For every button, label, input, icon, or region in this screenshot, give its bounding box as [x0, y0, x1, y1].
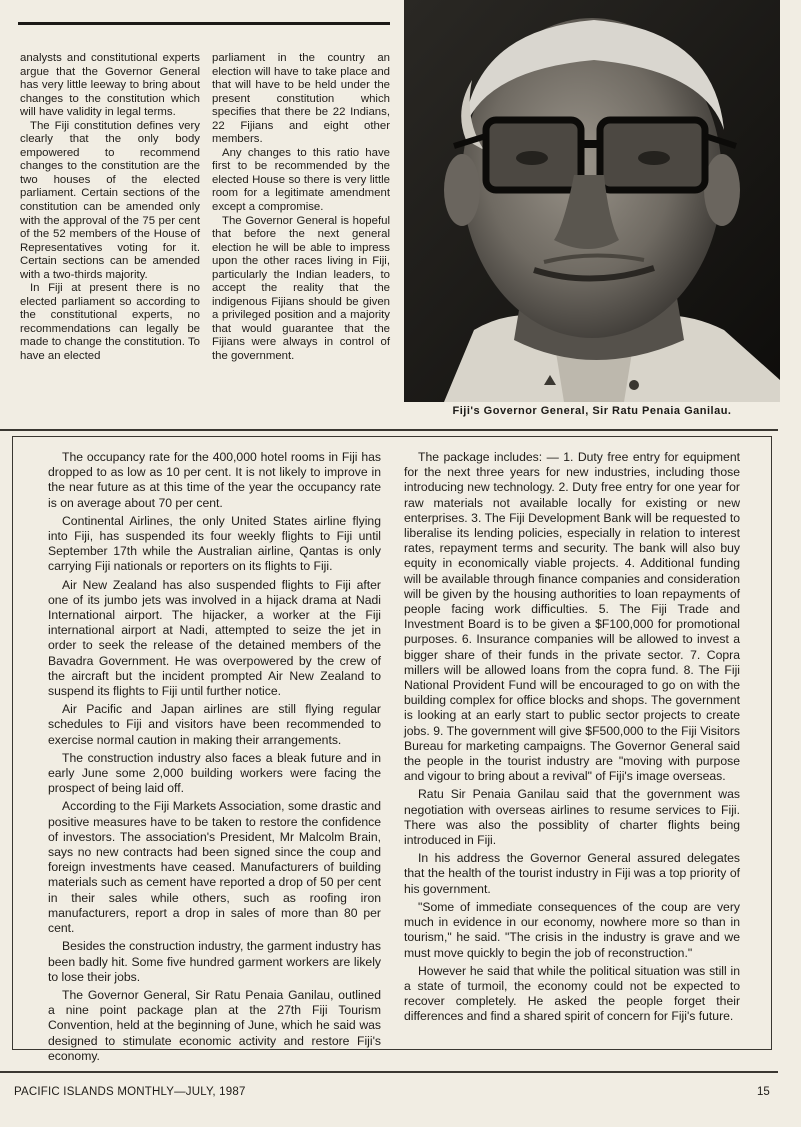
- paragraph: The package includes: — 1. Duty free entry for equipment for the next three years for new industries, including those introducing new technology. 2. Duty free entry for one year for raw materials not available locally for existing or new enterprises. 3. The Fiji Development Bank will be requested to liberalise its lending policies, especially in relation to interest rates, repayment terms and security. The bank will also buy equity in economically viable projects. 4. Additional funding will be available through finance companies and consideration will be given by the housing authorities to loan repayments of people facing work difficulties. 5. The Fiji Trade and Investment Board is to be given a $F100,000 for promotional purposes. 6. Insurance companies will be allowed to invest a bigger share of their funds in the private sector. 7. Copra millers will be allowed loans from the copra fund. 8. The Fiji National Provident Fund will be encouraged to go on with the building complex for office blocks and shops. The government is looking at an early start to public sector projects to create jobs. 9. The government will give $F500,000 to the Fiji Visitors Bureau for marketing campaigns. The Governor General said the people in the tourist industry are "moving with purpose and vigour to bring about a revival" of Fiji's image overseas.: [404, 450, 740, 784]
- paragraph: In his address the Governor General assured delegates that the health of the tourist industry in Fiji was a top priority of his government.: [404, 851, 740, 896]
- boxed-column-left: [48, 450, 381, 1067]
- photo-caption: Fiji's Governor General, Sir Ratu Penaia Ganilau.: [452, 405, 732, 417]
- paragraph: Besides the construction industry, the garment industry has been badly hit. Some five hundred garment workers are likely to lose their jobs.: [48, 939, 381, 984]
- article-column-left: [20, 52, 200, 364]
- page-number: 15: [757, 1086, 770, 1098]
- paragraph: The Fiji constitution defines very clearly that the only body empowered to recommend changes to the constitution are the two houses of the elected parliament. Certain sections of the constitution can be amended only with the approval of the 75 per cent of the 52 members of the House of Representatives voting for it. Certain sections can be amended with a two-thirds majority.: [20, 119, 200, 281]
- paragraph: Continental Airlines, the only United States airline flying into Fiji, has suspended its four weekly flights to Fiji until September 17th while the Australian airline, Qantas is only carrying Fiji nationals or reporters on its flights to Fiji.: [48, 513, 381, 574]
- paragraph: parliament in the country an election will have to take place and that will have to be held under the present constitution which specifies that there be 22 Indians, 22 Fijians and eight other members.: [212, 52, 390, 146]
- paragraph: analysts and constitutional experts argue that the Governor General has very little leeway to bring about changes to the constitution which will have validity in legal terms.: [20, 52, 200, 119]
- paragraph: However he said that while the political situation was still in a state of turmoil, the economy could not be expected to recover completely. He asked the people forget their differences and find a shared spirit of concern for Fiji's future.: [404, 963, 740, 1024]
- paragraph: Ratu Sir Penaia Ganilau said that the government was negotiation with overseas airlines to resume services to Fiji. There was also the possiblity of charter flights being introduced in Fiji.: [404, 787, 740, 848]
- paragraph: The Governor General, Sir Ratu Penaia Ganilau, outlined a nine point package plan at the 27th Fiji Tourism Convention, held at the beginning of June, which he said was designed to stimulate economic activity and restore Fiji's economy.: [48, 987, 381, 1063]
- footer-rule: [0, 1071, 778, 1073]
- paragraph: The Governor General is hopeful that before the next general election he will be able to impress upon the other races living in Fiji, particularly the Indian leaders, to accept the reality that the indigenous Fijians should be given a privileged position and a majority that would guarantee that the Fijians were always in control of the government.: [212, 214, 390, 363]
- paragraph: The occupancy rate for the 400,000 hotel rooms in Fiji has dropped to as low as 10 per cent. It is not likely to improve in the near future as at this time of the year the occupancy rate is on average about 70 per cent.: [48, 450, 381, 510]
- paragraph: The construction industry also faces a bleak future and in early June some 2,000 building workers were facing the prospect of being laid off.: [48, 750, 381, 796]
- publication-footer: PACIFIC ISLANDS MONTHLY—JULY, 1987: [14, 1086, 246, 1098]
- paragraph: In Fiji at present there is no elected parliament so according to the constitutional experts, no recommendations can legally be made to change the constitution. To have an elected: [20, 282, 200, 363]
- paragraph: According to the Fiji Markets Association, some drastic and positive measures have to be taken to restore the confidence of investors. The association's President, Mr Malcolm Brain, says no new contracts had been signed since the coup and foreign investments have ceased. Manufacturers of building materials such as cement have reported a drop of 50 per cent in their sales while others, such as roofing iron manufacturers, report a drop in sales of more than 80 per cent.: [48, 799, 381, 936]
- paragraph: "Some of immediate consequences of the coup are very much in evidence in our economy, nowhere more so than in tourism," he said. "The crisis in the industry is grave and we must move quickly to begin the job of reconstruction.": [404, 899, 740, 960]
- portrait-photo: [404, 0, 780, 402]
- top-rule: [18, 22, 390, 25]
- boxed-column-right: [404, 450, 740, 1028]
- paragraph: Any changes to this ratio have first to be recommended by the elected House so there is very little room for a legitimate amendment except a compromise.: [212, 146, 390, 214]
- article-column-middle: [212, 52, 390, 364]
- paragraph: Air Pacific and Japan airlines are still flying regular schedules to Fiji and visitors have been recommended to exercise normal caution in making their arrangements.: [48, 702, 381, 747]
- paragraph: Air New Zealand has also suspended flights to Fiji after one of its jumbo jets was involved in a hijack drama at Nadi International airport. The hijacker, a worker at the Fiji international airport at Nadi, attempted to seize the jet in order to seek the release of the detained members of the Bavadra Government. He was overpowered by the crew of the aircraft but the incident prompted Air New Zealand to suspend its flights to Fiji until further notice.: [48, 577, 381, 699]
- section-rule: [0, 429, 778, 431]
